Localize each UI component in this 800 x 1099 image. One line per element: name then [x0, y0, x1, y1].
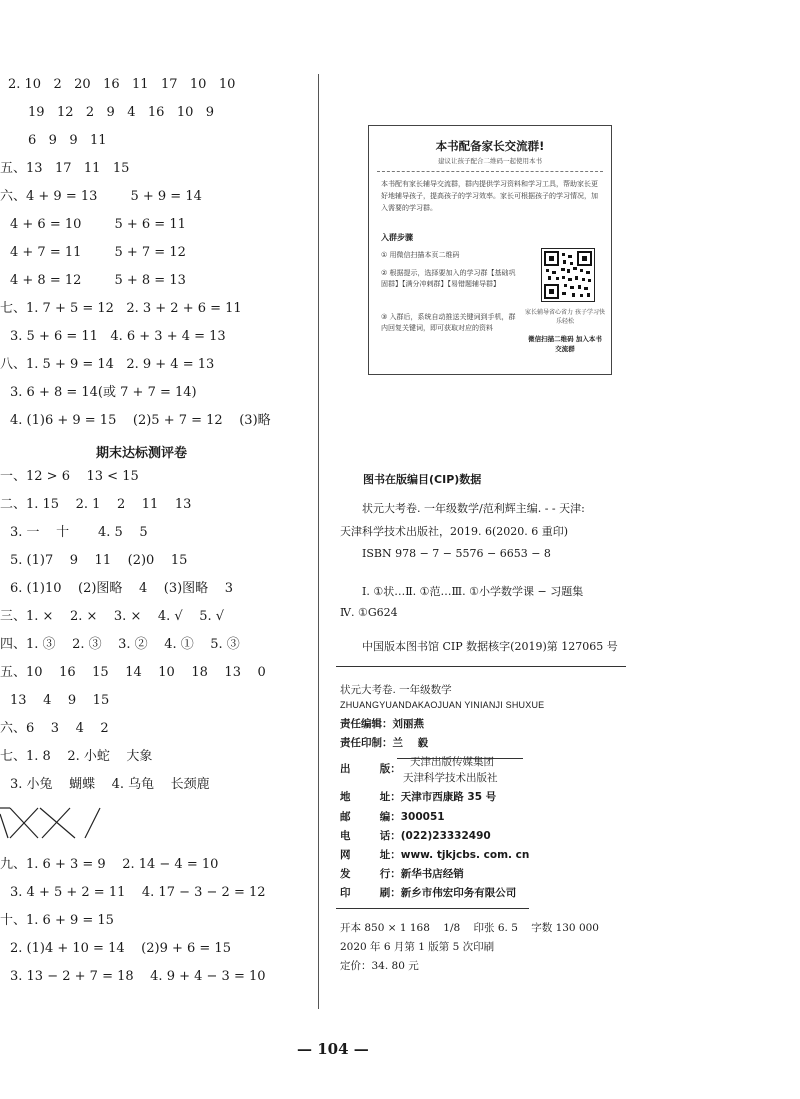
answer-line: 4. (1)6 + 9 = 15 (2)5 + 7 = 12 (3)略	[10, 413, 271, 428]
answer-line: 2. (1)4 + 10 = 14 (2)9 + 6 = 15	[10, 941, 231, 956]
steps-title: 入群步骤	[381, 233, 413, 242]
divider-line	[336, 908, 529, 909]
printing-house: 印 刷：新乡市伟宏印务有限公司	[340, 887, 517, 899]
parent-group-promo-box	[368, 125, 612, 375]
distributor: 发 行：新华书店经销	[340, 868, 464, 880]
column-divider	[318, 74, 319, 1009]
book-pinyin: ZHUANGYUANDAKAOJUAN YINIANJI SHUXUE	[340, 700, 545, 710]
answer-line: 3. 13 − 2 + 7 = 18 4. 9 + 4 − 3 = 10	[10, 969, 266, 984]
matching-lines-figure	[0, 800, 110, 845]
address: 地 址：天津市西康路 35 号	[340, 791, 497, 803]
print-responsible: 责任印制：兰 毅	[340, 737, 429, 749]
cip-line: 状元大考卷. 一年级数学/范利辉主编. - - 天津:	[362, 502, 585, 515]
answer-line: 3. 小兔 蝴蝶 4. 乌龟 长颈鹿	[10, 777, 210, 792]
qr-code-icon[interactable]	[541, 248, 595, 302]
phone: 电 话：(022)23332490	[340, 830, 491, 842]
cip-line: Ⅰ. ①状…Ⅱ. ①范…Ⅲ. ①小学数学课 − 习题集	[362, 585, 584, 598]
step-2: ② 根据提示，选择要加入的学习群【基础巩固群】【满分冲刺群】【易错题辅导群】	[381, 269, 516, 288]
answer-line: 3. 6 + 8 = 14(或 7 + 7 = 14)	[10, 385, 197, 400]
editor: 责任编辑：刘丽燕	[340, 718, 424, 730]
answer-line: 六、6 3 4 2	[0, 721, 109, 736]
publisher-group: 天津出版传媒集团	[410, 756, 494, 768]
section-title: 期末达标测评卷	[96, 446, 188, 461]
answer-line: 3. 4 + 5 + 2 = 11 4. 17 − 3 − 2 = 12	[10, 885, 266, 900]
answer-line: 五、13 17 11 15	[0, 161, 130, 176]
answer-line: 二、1. 15 2. 1 2 11 13	[0, 497, 192, 512]
divider-line	[336, 666, 626, 667]
book-format: 开本 850 × 1 168 1/8 印张 6. 5 字数 130 000	[340, 922, 599, 934]
answer-line: 六、4 + 9 = 13 5 + 9 = 14	[0, 189, 202, 204]
website: 网 址：www. tjkjcbs. com. cn	[340, 849, 530, 861]
price: 定价：34. 80 元	[340, 960, 419, 972]
step-1: ① 用微信扫描本页二维码	[381, 251, 460, 259]
answer-line: 八、1. 5 + 9 = 14 2. 9 + 4 = 13	[0, 357, 215, 372]
answer-line: 3. 一 十 4. 5 5	[10, 525, 148, 540]
cip-title: 图书在版编目(CIP)数据	[363, 473, 482, 486]
answer-line: 一、12 > 6 13 < 15	[0, 469, 139, 484]
qr-note: 家长辅导省心省力 孩子学习快乐轻松	[525, 309, 605, 325]
cip-line: 中国版本图书馆 CIP 数据核字(2019)第 127065 号	[362, 640, 618, 653]
answer-line: 四、1. ③ 2. ③ 3. ② 4. ① 5. ③	[0, 637, 240, 652]
book-title: 状元大考卷. 一年级数学	[340, 684, 452, 696]
publisher-underline	[397, 758, 523, 759]
answer-line: 五、10 16 15 14 10 18 13 0	[0, 665, 266, 680]
promo-paragraph: 本书配有家长辅导交流群，群内提供学习资料和学习工具，帮助家长更好地辅导孩子，提高孩子的学习效率。家长可根据孩子的学习情况，加入需要的学习群。	[381, 180, 598, 212]
answer-line: 4 + 7 = 11 5 + 7 = 12	[10, 245, 186, 260]
publisher-name: 天津科学技术出版社	[403, 772, 498, 784]
edition: 2020 年 6 月第 1 版第 5 次印刷	[340, 941, 495, 953]
promo-title: 本书配备家长交流群!	[435, 139, 545, 153]
promo-subtitle: 建议让孩子配合二维码一起使用本书	[438, 157, 542, 165]
answer-line: 七、1. 8 2. 小蛇 大象	[0, 749, 153, 764]
answer-line: 4 + 8 = 12 5 + 8 = 13	[10, 273, 186, 288]
answer-line: 3. 5 + 6 = 11 4. 6 + 3 + 4 = 13	[10, 329, 226, 344]
cip-line: ISBN 978 − 7 − 5576 − 6653 − 8	[362, 547, 551, 560]
answer-line: 三、1. × 2. × 3. × 4. √ 5. √	[0, 609, 225, 624]
page-number: — 104 —	[297, 1040, 369, 1058]
answer-line: 5. (1)7 9 11 (2)0 15	[10, 553, 188, 568]
answer-line: 七、1. 7 + 5 = 12 2. 3 + 2 + 6 = 11	[0, 301, 242, 316]
answer-line: 4 + 6 = 10 5 + 6 = 11	[10, 217, 186, 232]
cip-line: 天津科学技术出版社，2019. 6(2020. 6 重印)	[340, 525, 569, 538]
publisher-label: 出 版：	[340, 763, 401, 775]
answer-line: 2. 10 2 20 16 11 17 10 10	[8, 77, 236, 92]
dashed-divider	[377, 171, 603, 172]
answer-line: 十、1. 6 + 9 = 15	[0, 913, 114, 928]
answer-line: 19 12 2 9 4 16 10 9	[28, 105, 215, 120]
answer-line: 6 9 9 11	[28, 133, 107, 148]
step-3: ③ 入群后，系统自动推送关键词到手机，群内回复关键词，即可获取对应的资料	[381, 313, 516, 332]
answer-line: 九、1. 6 + 3 = 9 2. 14 − 4 = 10	[0, 857, 219, 872]
qr-caption: 微信扫描二维码 加入本书交流群	[528, 335, 602, 353]
postcode: 邮 编：300051	[340, 811, 445, 823]
answer-line: 6. (1)10 (2)图略 4 (3)图略 3	[10, 581, 233, 596]
answer-line: 13 4 9 15	[10, 693, 110, 708]
cip-line: Ⅳ. ①G624	[340, 606, 398, 619]
